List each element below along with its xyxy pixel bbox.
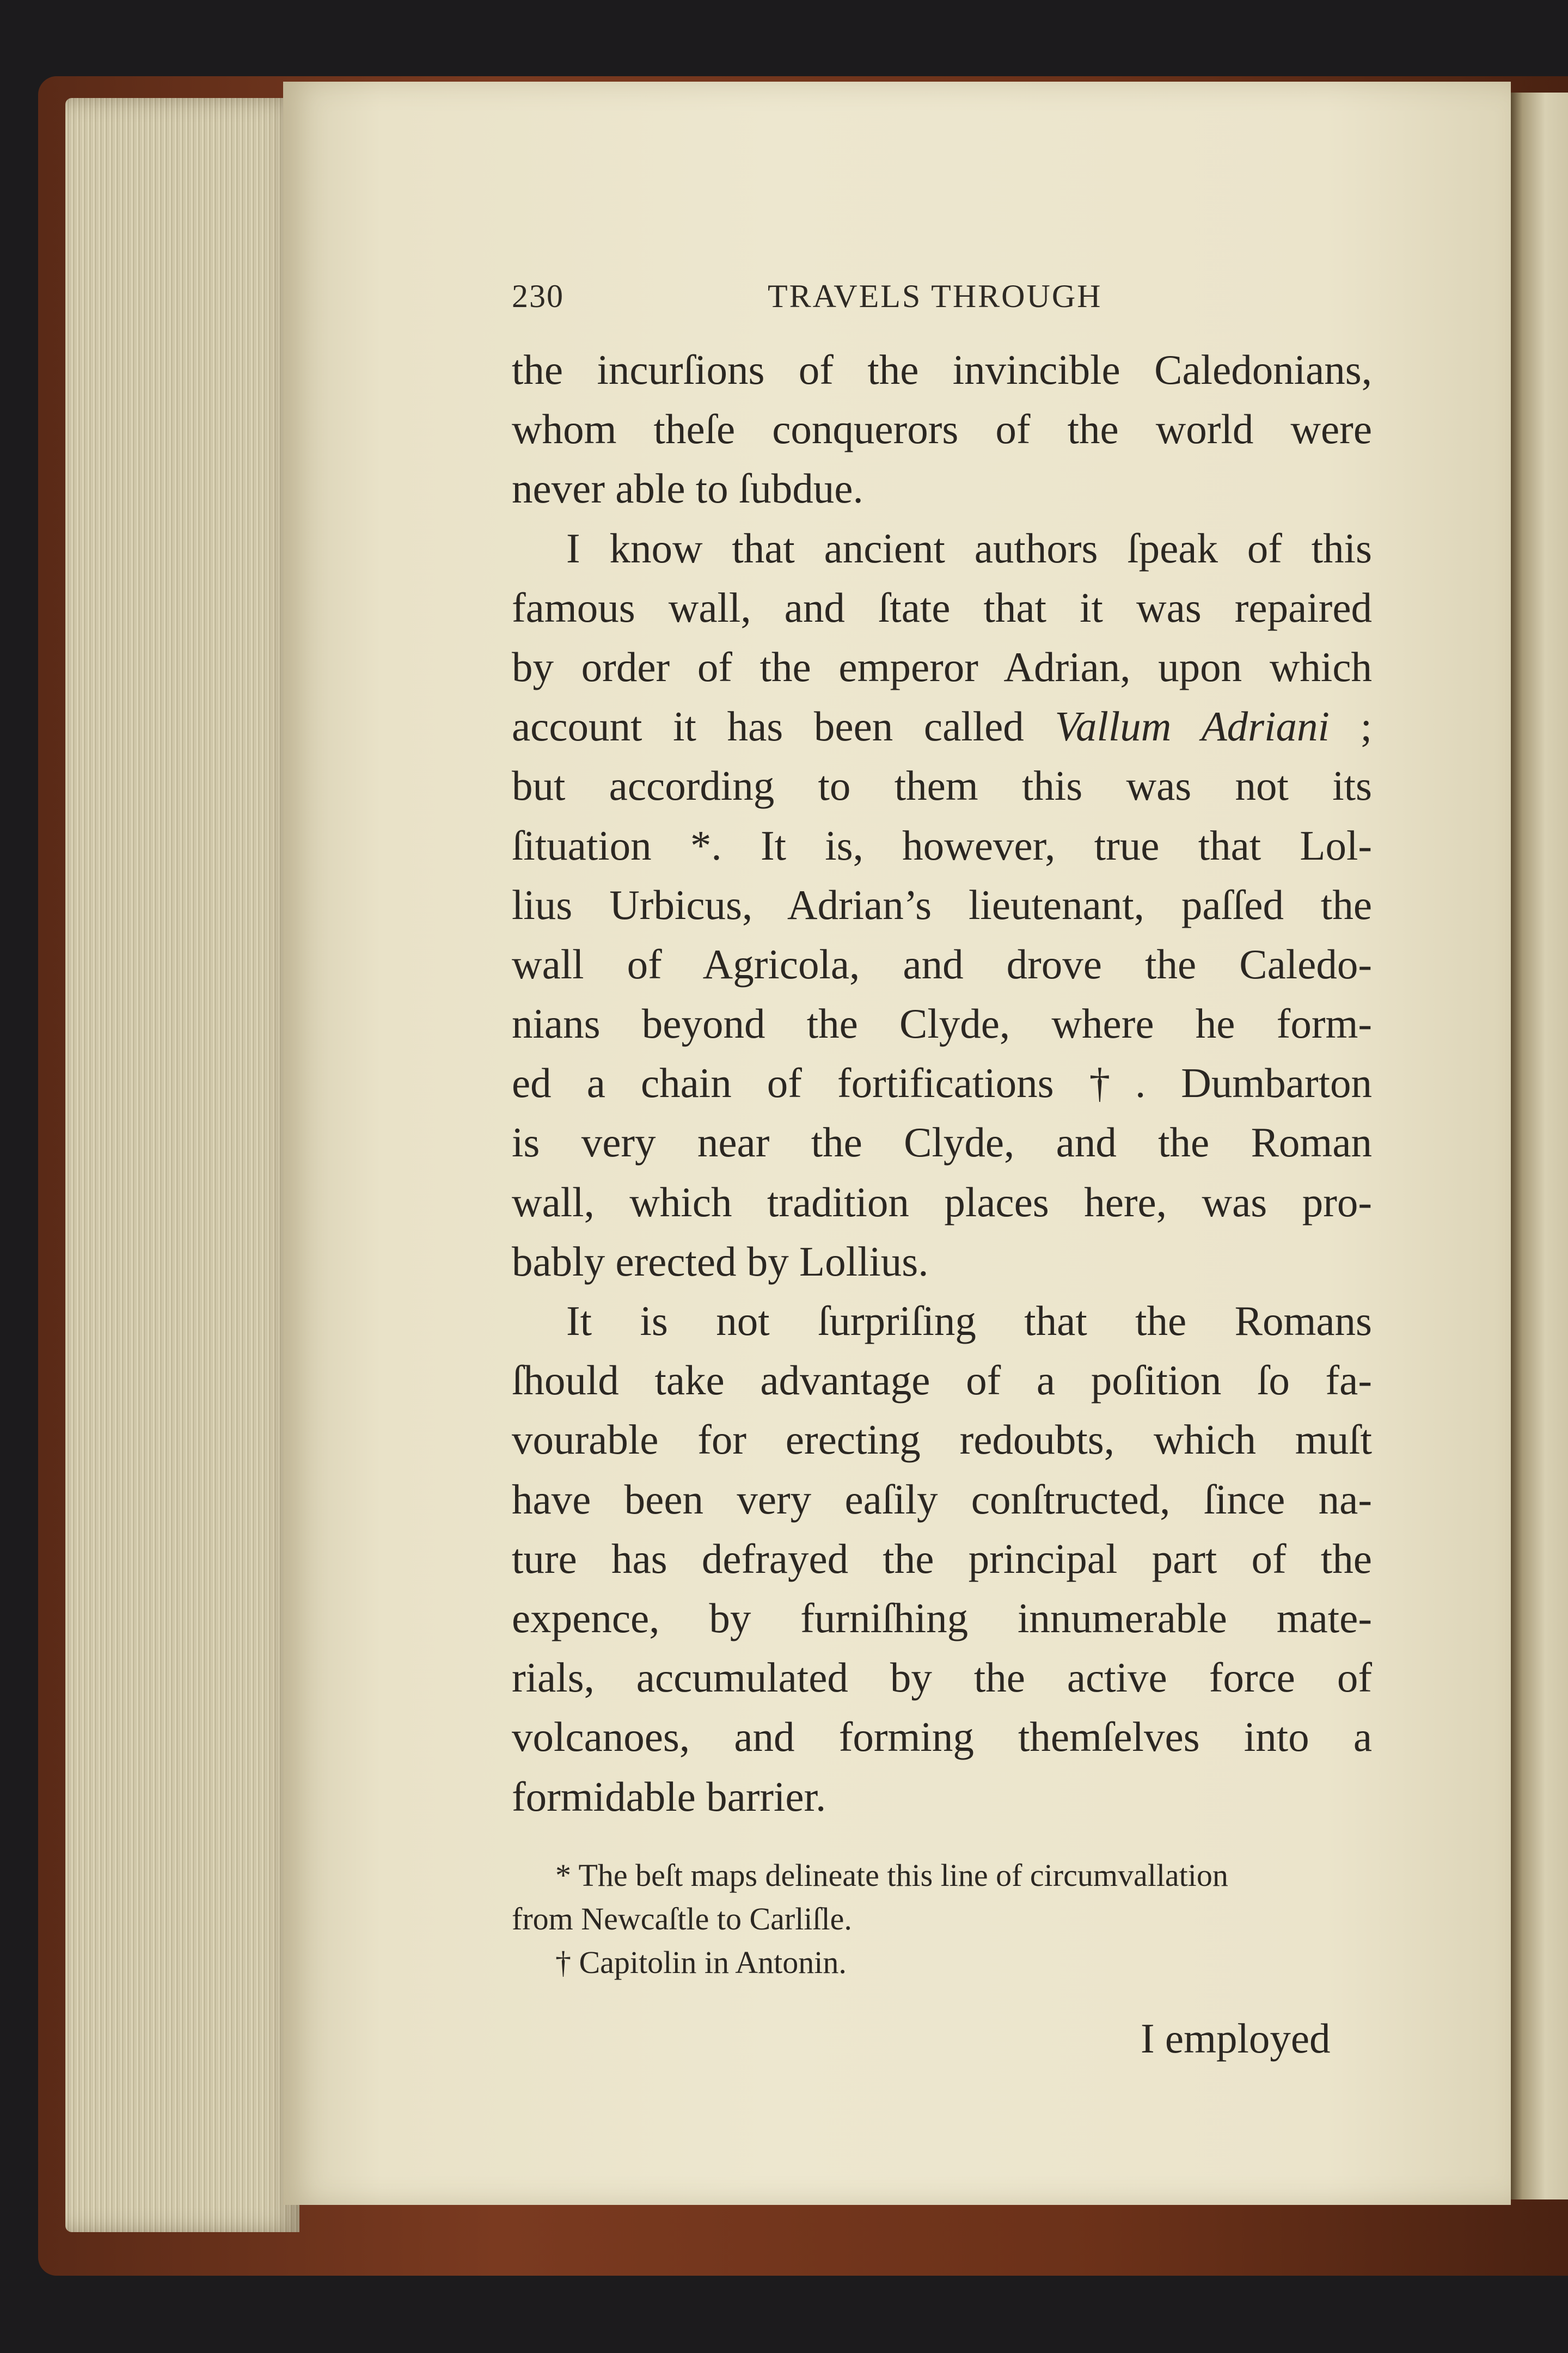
text-line: by order of the emperor Adrian, upon which: [512, 643, 1372, 690]
text-line: lius Urbicus, Adrian’s lieutenant, paſſed the: [512, 881, 1372, 928]
text-line: ſituation *. It is, however, true that Lol-: [512, 822, 1372, 869]
page-number: 230: [512, 278, 564, 314]
text-line: never able to ſubdue.: [512, 465, 863, 512]
text-line-with-italic: [512, 697, 1372, 756]
body-text: [512, 340, 1372, 1827]
text-line: nians beyond the Clyde, where he form-: [512, 1000, 1372, 1047]
text-line: It is not ſurpriſing that the Romans: [566, 1297, 1372, 1344]
text-line: wall, which tradition places here, was pro-: [512, 1178, 1372, 1225]
footnote-1-line-2: from Newcaſtle to Carliſle.: [512, 1901, 852, 1937]
text-line: formidable barrier.: [512, 1773, 826, 1820]
text-line: I know that ancient authors ſpeak of this: [566, 524, 1372, 572]
text-line: rials, accumulated by the active force of: [512, 1654, 1372, 1701]
running-head: [512, 278, 1165, 327]
catchword: I employed: [1141, 2015, 1331, 2062]
text-line: but according to them this was not its: [512, 762, 1372, 810]
text-line: famous wall, and ſtate that it was repaired: [512, 584, 1372, 631]
text-line: is very near the Clyde, and the Roman: [512, 1119, 1372, 1166]
text-line: ſhould take advantage of a poſition ſo fa-: [512, 1357, 1372, 1404]
text-line: wall of Agricola, and drove the Caledo-: [512, 940, 1372, 988]
text-line: ed a chain of fortifications †. Dumbarton: [512, 1059, 1372, 1107]
page-edges: [65, 98, 299, 2232]
text-line: the incurſions of the invincible Caledonians,: [512, 346, 1372, 393]
footnote-2: † Capitolin in Antonin.: [555, 1945, 847, 1980]
footnotes: [512, 1854, 1361, 1984]
text-line: bably erected by Lollius.: [512, 1237, 929, 1285]
page-heading: TRAVELS THROUGH: [768, 278, 1102, 314]
text-line: whom theſe conquerors of the world were: [512, 406, 1372, 453]
text-line: ture has defrayed the principal part of the: [512, 1535, 1372, 1582]
facing-page-edge: [1511, 93, 1568, 2199]
text-line: vourable for erecting redoubts, which muſt: [512, 1416, 1372, 1463]
italic-phrase: Vallum Adriani: [1055, 703, 1330, 750]
text-line: volcanoes, and forming themſelves into a: [512, 1713, 1372, 1761]
text-line: expence, by furniſhing innumerable mate-: [512, 1594, 1372, 1641]
text-segment: account it has been called: [512, 703, 1024, 750]
text-segment: ;: [1329, 703, 1372, 750]
text-line: have been very eaſily conſtructed, ſince na-: [512, 1475, 1372, 1523]
footnote-1-line-1: * The beſt maps delineate this line of circumvallation: [555, 1858, 1228, 1893]
